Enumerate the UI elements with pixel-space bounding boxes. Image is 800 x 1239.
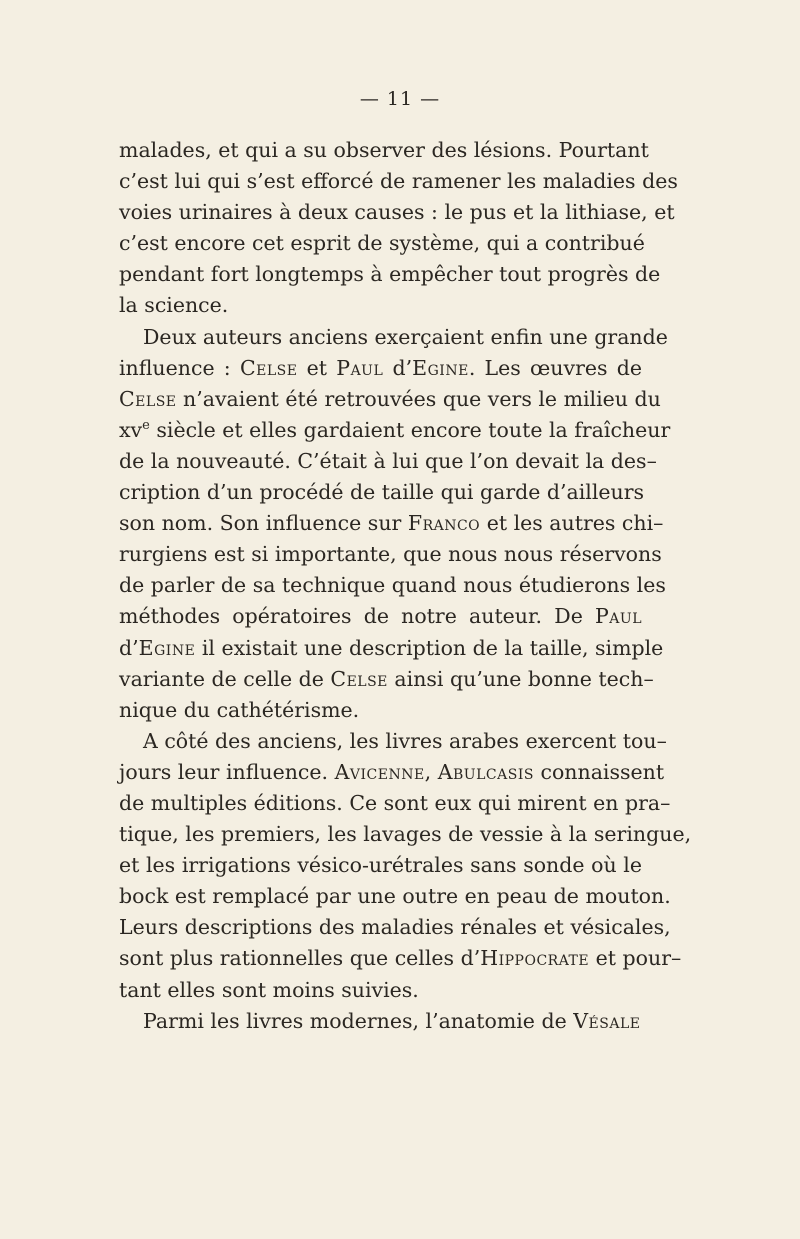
text-line [119,322,668,353]
text-run: il existait une description de la taille, simple [195,635,664,660]
text-run: et [297,355,337,380]
text-line [119,290,642,321]
text-line [119,819,692,850]
text-line [119,166,678,197]
text-line [119,1006,642,1037]
text-run: sont plus rationnelles que celles d’ [119,946,481,971]
author-name: Avicenne [334,759,425,784]
text-line [119,384,661,415]
text-run: voies urinaires à deux causes : le pus et la lithiase, et [119,200,675,225]
text-run: siècle et elles gardaient encore toute la fraîcheur [149,417,671,442]
text-run: nique du cathétérisme. [119,697,360,722]
text-run: influence : [119,355,240,380]
author-name: Egine [138,635,196,660]
body-text [119,135,692,1037]
text-run: rurgiens est si importante, que nous nous réservons [119,542,662,567]
text-line [119,197,675,228]
text-run: la science. [119,293,229,318]
text-line [119,943,682,974]
author-name: Abulcasis [437,759,534,784]
text-line [119,353,642,384]
text-line [119,508,664,539]
paragraph [119,135,678,322]
author-name: Celse [239,355,298,380]
text-run: Leurs descriptions des maladies rénales et vésicales, [119,915,671,940]
author-name: Celse [119,386,177,411]
author-name: Vésale [573,1008,641,1033]
text-run: , [424,759,438,784]
text-run: c’est encore cet esprit de système, qui a contribué [119,231,645,256]
text-run: tant elles sont moins suivies. [119,977,419,1002]
text-run: d’ [119,635,139,660]
text-line [119,633,664,664]
text-line [119,912,671,943]
text-line [119,415,671,446]
author-name: Celse [330,666,388,691]
author-name: Franco [407,511,481,536]
text-run: n’avaient été retrouvées que vers le milieu du [176,386,661,411]
text-line [119,228,645,259]
text-run: cription d’un procédé de taille qui garde d’ailleurs [119,480,645,505]
text-line [119,850,642,881]
paragraph [119,322,671,726]
author-name: Paul [336,355,384,380]
text-run: de la nouveauté. C’était à lui que l’on devait la des– [119,448,657,473]
text-run: malades, et qui a su observer des lésions. Pourtant [119,138,649,162]
author-name: Egine [412,355,469,380]
text-run: . Les œuvres de [468,355,643,380]
text-line [119,446,657,477]
text-line [119,757,665,788]
text-run: e [142,418,150,434]
page-number: — 11 — [359,88,441,110]
text-run: et les autres chi– [480,511,664,536]
text-line [119,539,662,570]
text-run: Deux auteurs anciens exerçaient enfin une grande [143,324,668,349]
text-run: xv [119,417,143,442]
text-line [119,975,642,1006]
text-line [119,881,671,912]
text-run: de parler de sa technique quand nous étudierons les [119,573,666,598]
text-run: variante de celle de [119,666,331,691]
author-name: Hippocrate [480,946,590,971]
text-line [119,788,671,819]
text-run: méthodes opératoires de notre auteur. De [119,604,595,629]
text-run: et les irrigations vésico-urétrales sans sonde où le [119,853,642,878]
author-name: Paul [595,604,642,629]
text-line [119,726,667,757]
text-run: ainsi qu’une bonne tech– [387,666,654,691]
text-run: c’est lui qui s’est efforcé de ramener les maladies des [119,169,678,194]
text-run: pendant fort longtemps à empêcher tout progrès de [119,262,661,287]
text-line [119,477,645,508]
text-run: connaissent [533,759,665,784]
text-line [119,259,661,290]
text-run: de multiples éditions. Ce sont eux qui mirent en pra– [119,790,671,815]
text-run: d’ [383,355,413,380]
text-run: bock est remplacé par une outre en peau de mouton. [119,884,671,909]
text-run: tique, les premiers, les lavages de vessie à la seringue, [119,822,692,847]
paragraph [119,726,692,1006]
text-line [119,664,654,695]
paragraph [119,1006,642,1037]
text-run: son nom. Son influence sur [119,511,408,536]
text-run: jours leur influence. [119,759,335,784]
text-line [119,135,649,166]
text-run: A côté des anciens, les livres arabes exercent tou– [143,728,667,753]
text-line [119,695,642,726]
text-run: Parmi les livres modernes, l’anatomie de [143,1008,574,1033]
text-line [119,601,642,632]
text-line [119,570,666,601]
text-run: et pour– [589,946,682,971]
